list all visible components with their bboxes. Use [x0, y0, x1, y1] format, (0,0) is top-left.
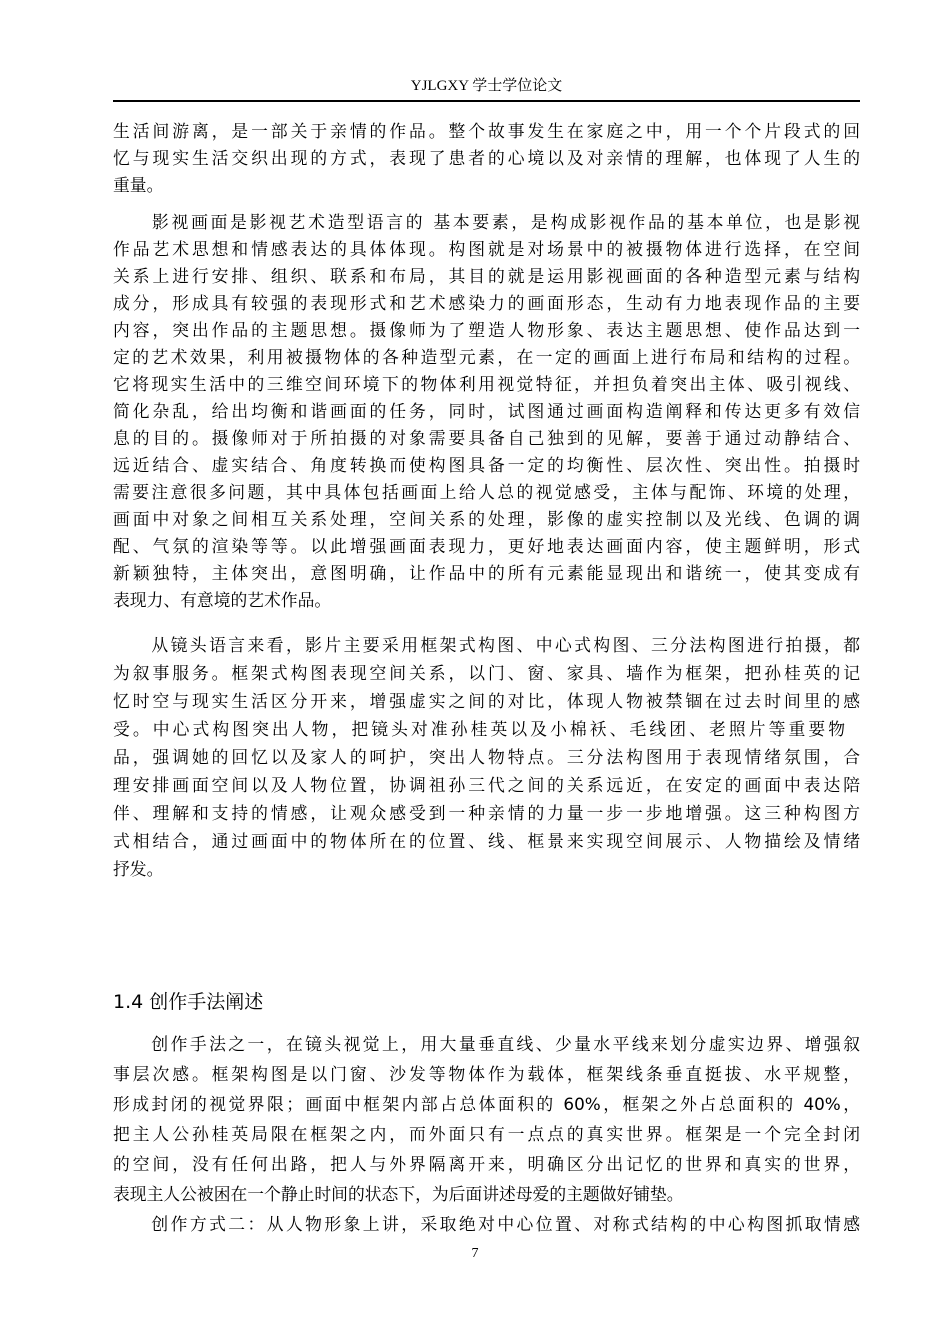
text-line: 事层次感。框架构图是以门窗、沙发等物体作为载体，框架线条垂直挺拔、水平规整，	[113, 1064, 860, 1084]
text-line: 生活间游离，是一部关于亲情的作品。整个故事发生在家庭之中，用一个个片段式的回	[113, 121, 860, 141]
text-line: 受。中心式构图突出人物，把镜头对准孙桂英以及小棉袄、毛线团、老照片等重要物	[113, 719, 845, 739]
text-line: 作品艺术思想和情感表达的具体体现。构图就是对场景中的被摄物体进行选择，在空间	[113, 239, 860, 259]
text-line: 创作手法之一，在镜头视觉上，用大量垂直线、少量水平线来划分虚实边界、增强叙	[113, 1034, 860, 1054]
text-line: 伴、理解和支持的情感，让观众感受到一种亲情的力量一步一步地增强。这三种构图方	[113, 803, 860, 823]
text-line: 配、气氛的渲染等等。以此增强画面表现力，更好地表达画面内容，使主题鲜明，形式	[113, 536, 860, 556]
page-number: 7	[471, 1246, 479, 1261]
text-line: 抒发。	[113, 859, 164, 879]
text-line: 从镜头语言来看，影片主要采用框架式构图、中心式构图、三分法构图进行拍摄，都	[113, 635, 860, 655]
text-line: 忆与现实生活交织出现的方式，表现了患者的心境以及对亲情的理解，也体现了人生的	[113, 148, 860, 168]
text-line: 理安排画面空间以及人物位置，协调祖孙三代之间的关系远近，在安定的画面中表达陪	[113, 775, 860, 795]
text-line: 影视画面是影视艺术造型语言的 基本要素，是构成影视作品的基本单位，也是影视	[113, 212, 860, 232]
text-line: 息的目的。摄像师对于所拍摄的对象需要具备自己独到的见解，要善于通过动静结合、	[113, 428, 860, 448]
text-line: 表现力、有意境的艺术作品。	[113, 590, 332, 610]
text-line: 远近结合、虚实结合、角度转换而使构图具备一定的均衡性、层次性、突出性。拍摄时	[113, 455, 860, 475]
text-line: 需要注意很多问题，其中具体包括画面上给人总的视觉感受，主体与配饰、环境的处理，	[113, 482, 860, 502]
paragraph-composition	[113, 209, 860, 614]
text-line: 忆时空与现实生活区分开来，增强虚实之间的对比，体现人物被禁锢在过去时间里的感	[113, 691, 860, 711]
header-rule	[113, 100, 860, 102]
text-line: 品，强调她的回忆以及家人的呵护，突出人物特点。三分法构图用于表现情绪氛围，合	[113, 747, 860, 767]
text-line: 的空间，没有任何出路，把人与外界隔离开来，明确区分出记忆的世界和真实的世界，	[113, 1154, 860, 1174]
paragraph-camera-language	[113, 631, 860, 883]
text-line: 它将现实生活中的三维空间环境下的物体利用视觉特征，并担负着突出主体、吸引视线、	[113, 374, 860, 394]
text-line: 把主人公孙桂英局限在框架之内，而外面只有一点点的真实世界。框架是一个完全封闭	[113, 1124, 860, 1144]
section-heading: 1.4 创作手法阐述	[113, 991, 264, 1013]
text-line: 式相结合，通过画面中的物体所在的位置、线、框景来实现空间展示、人物描绘及情绪	[113, 831, 860, 851]
text-line: 成分，形成具有较强的表现形式和艺术感染力的画面形态，生动有力地表现作品的主要	[113, 293, 860, 313]
text-line: 简化杂乱，给出均衡和谐画面的任务，同时，试图通过画面构造阐释和传达更多有效信	[113, 401, 860, 421]
text-line: 创作方式二：从人物形象上讲，采取绝对中心位置、对称式结构的中心构图抓取情感	[113, 1214, 860, 1234]
paragraph-continuation	[113, 118, 860, 199]
text-line: 重量。	[113, 175, 164, 195]
text-line: 画面中对象之间相互关系处理，空间关系的处理，影像的虚实控制以及光线、色调的调	[113, 509, 860, 529]
text-line: 定的艺术效果，利用被摄物体的各种造型元素，在一定的画面上进行布局和结构的过程。	[113, 347, 860, 367]
text-line: 为叙事服务。框架式构图表现空间关系，以门、窗、家具、墙作为框架，把孙桂英的记	[113, 663, 860, 683]
text-line: 新颖独特，主体突出，意图明确，让作品中的所有元素能显现出和谐统一，使其变成有	[113, 563, 860, 583]
page-header: YJLGXY 学士学位论文	[410, 78, 563, 94]
text-line: 表现主人公被困在一个静止时间的状态下，为后面讲述母爱的主题做好铺垫。	[113, 1184, 684, 1204]
text-line: 关系上进行安排、组织、联系和布局，其目的就是运用影视画面的各种造型元素与结构	[113, 266, 860, 286]
text-line: 内容，突出作品的主题思想。摄像师为了塑造人物形象、表达主题思想、使作品达到一	[113, 320, 860, 340]
text-line: 形成封闭的视觉界限；画面中框架内部占总体面积的 60%，框架之外占总面积的 40%，	[113, 1094, 860, 1114]
paragraph-creative-methods	[113, 1029, 860, 1239]
